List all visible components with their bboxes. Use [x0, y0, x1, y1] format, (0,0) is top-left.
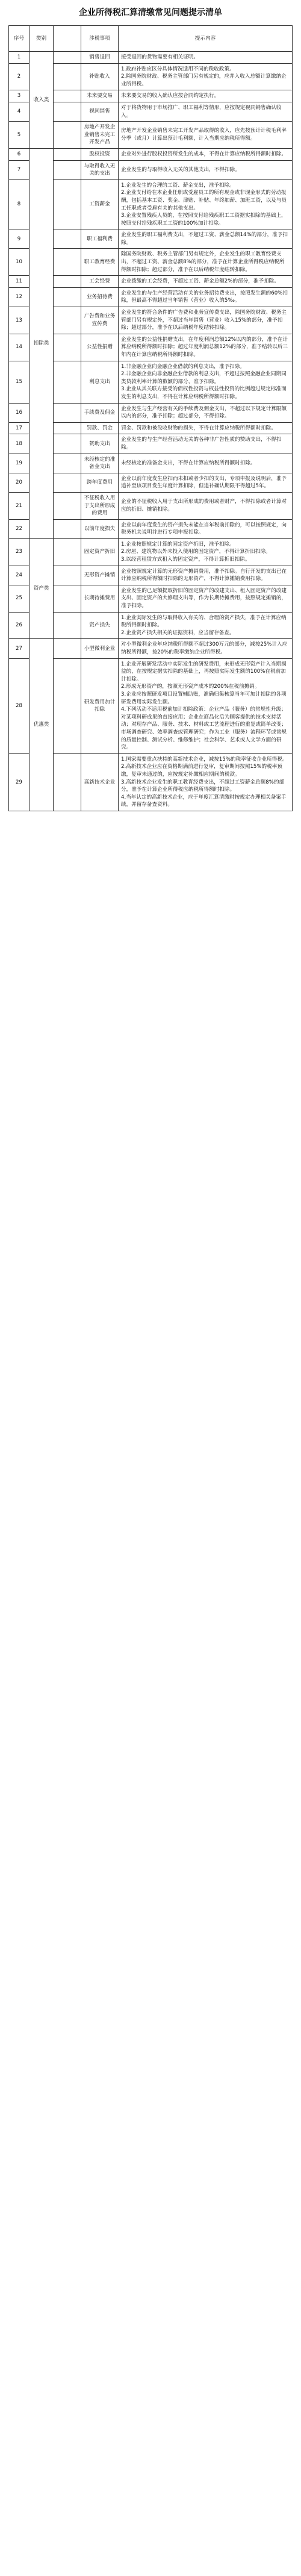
- row-seq: 26: [9, 612, 29, 639]
- row-subcategory: [54, 148, 81, 160]
- row-item: 房地产开发企业销售未完工开发产品: [81, 122, 119, 149]
- row-item: 与取得收入无关的支出: [81, 160, 119, 179]
- row-item: 手续费及佣金: [81, 403, 119, 422]
- header-sub: [54, 26, 81, 52]
- row-content: 企业发生的职工福利费支出，不超过工资、薪金总额14%的部分，准予扣除。: [119, 229, 293, 249]
- row-subcategory: [54, 473, 81, 492]
- row-seq: 11: [9, 276, 29, 288]
- row-subcategory: [54, 160, 81, 179]
- table-header-row: [9, 26, 293, 52]
- row-item: 股权投资: [81, 148, 119, 160]
- row-seq: 27: [9, 639, 29, 658]
- row-content: 企业拨缴的工会经费，不超过工资、薪金总额2%的部分，准予扣除。: [119, 276, 293, 288]
- table-row: [9, 639, 293, 658]
- row-seq: 8: [9, 179, 29, 229]
- table-row: [9, 538, 293, 566]
- row-item: 职工福利费: [81, 229, 119, 249]
- row-seq: 19: [9, 454, 29, 473]
- row-item: 罚款、罚金: [81, 422, 119, 434]
- row-seq: 29: [9, 753, 29, 811]
- row-seq: 3: [9, 90, 29, 102]
- row-seq: 23: [9, 538, 29, 566]
- row-subcategory: [54, 434, 81, 454]
- row-seq: 25: [9, 585, 29, 612]
- row-subcategory: [54, 585, 81, 612]
- row-category: 扣除类: [29, 148, 54, 538]
- row-seq: 9: [9, 229, 29, 249]
- row-subcategory: [54, 519, 81, 538]
- document-title: 企业所得税汇算清缴常见问题提示清单: [79, 8, 222, 17]
- row-item: 工会经费: [81, 276, 119, 288]
- row-seq: 20: [9, 473, 29, 492]
- row-category: 资产类: [29, 538, 54, 639]
- row-subcategory: [54, 334, 81, 361]
- row-item: 未来要交易: [81, 90, 119, 102]
- row-content: 1.企业实际发生的与取得收入有关的、合理的资产损失，准予在计算应纳税所得额时扣除。 2.企业资产损失相关的证据资料，应当留存备查。: [119, 612, 293, 639]
- row-seq: 10: [9, 249, 29, 276]
- row-subcategory: [54, 307, 81, 334]
- row-subcategory: [54, 122, 81, 149]
- row-subcategory: [54, 753, 81, 811]
- row-seq: 28: [9, 658, 29, 753]
- row-seq: 17: [9, 422, 29, 434]
- row-subcategory: [54, 538, 81, 566]
- row-category: 收入类: [29, 52, 54, 149]
- header-content: 提示内容: [119, 26, 293, 52]
- row-content: 1.企业发生的合理的工资、薪金支出，准予扣除。 2.企业支付给在本企业任职或受雇员工的所有现金或非现金形式的劳动报酬，包括基本工资、奖金、津贴、补贴、年终加薪、加班工资，以及与员工任职或者受雇有关的其他支出。 3.企业安置残疾人员的，在按照支付给残疾职工工资据实扣除的基础上，按照支付给残疾职工工资的100%加计扣除。: [119, 179, 293, 229]
- row-seq: 16: [9, 403, 29, 422]
- row-content: 企业发生与生产经营有关的手续费及佣金支出，不超过以下规定计算限额以内的部分，准予扣除；超过部分，不得扣除。: [119, 403, 293, 422]
- row-subcategory: [54, 287, 81, 307]
- row-subcategory: [54, 639, 81, 658]
- row-seq: 6: [9, 148, 29, 160]
- row-item: 长期待摊费用: [81, 585, 119, 612]
- row-item: 广告费和业务宣传费: [81, 307, 119, 334]
- row-subcategory: [54, 276, 81, 288]
- row-subcategory: [54, 492, 81, 519]
- row-item: 工资薪金: [81, 179, 119, 229]
- row-content: 1.企业开展研发活动中实际发生的研发费用，未形成无形资产计入当期损益的，在按规定据实扣除的基础上，再按照实际发生额的100%在税前加计扣除。 2.形成无形资产的，按照无形资产成本的200%在税前摊销。 3.企业应按照研发项目设置辅助账，准确归集核算当年可加计扣除的各项研发费用实际发生额。 4.下列活动不适用税前加计扣除政策：企业产品（服务）的常规性升级；对某项科研成果的直接应用；企业在商品化后为顾客提供的技术支持活动；对现存产品、服务、技术、材料或工艺流程进行的重复或简单改变；市场调查研究、效率调查或管理研究；作为工业（服务）流程环节或常规的质量控制、测试分析、维修维护；社会科学、艺术或人文学方面的研究。: [119, 658, 293, 753]
- row-content: 企业以前年度发生的资产损失未能在当年税前扣除的，可以按照规定，向税务机关说明并进行专项申报扣除。: [119, 519, 293, 538]
- row-subcategory: [54, 179, 81, 229]
- row-subcategory: [54, 361, 81, 403]
- row-item: 销售退回: [81, 52, 119, 64]
- row-seq: 15: [9, 361, 29, 403]
- row-subcategory: [54, 90, 81, 102]
- row-content: 罚金、罚款和被没收财物的损失，不得在计算应纳税所得额时扣除。: [119, 422, 293, 434]
- row-item: 以前年度损失: [81, 519, 119, 538]
- row-category: 优惠类: [29, 639, 54, 811]
- row-content: 企业按照规定计算的无形资产摊销费用，准予扣除。自行开发的支出已在计算应纳税所得额时扣除的无形资产，不得计算摊销费用扣除。: [119, 566, 293, 585]
- row-content: 1.企业按照规定计算的固定资产折旧，准予扣除。 2.房屋、建筑物以外未投入使用的固定资产，不得计算折旧扣除。 3.以经营租赁方式租入的固定资产，不得计算折旧扣除。: [119, 538, 293, 566]
- row-content: 接受退回的货物需要有相关证明。: [119, 52, 293, 64]
- row-subcategory: [54, 52, 81, 64]
- row-content: 1.非金融企业向金融企业借款的利息支出，准予扣除。 2.非金融企业向非金融企业借款的利息支出，不超过按照金融企业同期同类贷款利率计算的数额的部分，准予扣除。 3.企业从其关联方接受的债权性投资与权益性投资的比例超过规定标准而发生的利息支出，不得在计算应纳税所得额时扣除。: [119, 361, 293, 403]
- row-content: 对小型微利企业年应纳税所得额不超过300万元的部分，减按25%计入应纳税所得额，按20%的税率缴纳企业所得税。: [119, 639, 293, 658]
- row-item: 研发费用加计扣除: [81, 658, 119, 753]
- row-content: 企业对外进行股权投资所发生的成本，不得在计算应纳税所得额时扣除。: [119, 148, 293, 160]
- table-body: [9, 52, 293, 811]
- header-item: 涉税事项: [81, 26, 119, 52]
- row-seq: 22: [9, 519, 29, 538]
- row-item: 视同销售: [81, 102, 119, 121]
- row-subcategory: [54, 229, 81, 249]
- row-content: 对于将货物用于市场推广、职工福利等情形，应按规定视同销售确认收入。: [119, 102, 293, 121]
- row-item: 资产损失: [81, 612, 119, 639]
- row-content: 1.政府补贴应区分具体情况适用不同的税收政策。 2.除国务院财政、税务主管部门另有规定的，应并入收入总额计算缴纳企业所得税。: [119, 63, 293, 90]
- row-item: 高新技术企业: [81, 753, 119, 811]
- row-item: 利息支出: [81, 361, 119, 403]
- row-content: 未经核定的准备金支出，不得在计算应纳税所得额时扣除。: [119, 454, 293, 473]
- row-content: 企业发生的与生产经营活动有关的业务招待费支出，按照发生额的60%扣除，但最高不得超过当年销售（营业）收入的5‰。: [119, 287, 293, 307]
- row-content: 企业发生的已足额提取折旧的固定资产的改建支出、租入固定资产的改建支出、固定资产的大修理支出等，作为长期待摊费用，按照规定摊销的，准予扣除。: [119, 585, 293, 612]
- row-seq: 2: [9, 63, 29, 90]
- checklist-table: [8, 25, 293, 811]
- row-item: 小型微利企业: [81, 639, 119, 658]
- row-content: 1.国家需要重点扶持的高新技术企业，减按15%的税率征收企业所得税。 2.高新技术企业应在资格期满前进行复审，复审期间按照15%的税率预缴，复审未通过的，应按规定补缴相应期间的税款。 3.高新技术企业发生的职工教育经费支出，不超过工资薪金总额8%的部分，准予在计算企业所得税应纳税所得额时扣除。 4.当年认定的高新技术企业，应于年度汇算清缴时按规定办理相关备案手续，并留存备查资料。: [119, 753, 293, 811]
- row-item: 赞助支出: [81, 434, 119, 454]
- row-item: 职工教育经费: [81, 249, 119, 276]
- row-item: 无形资产摊销: [81, 566, 119, 585]
- row-content: 企业以前年度发生应扣而未扣或者少扣的支出，专项申报及说明后，准予追补至该项目发生年度计算扣除，但追补确认期限不得超过5年。: [119, 473, 293, 492]
- row-subcategory: [54, 566, 81, 585]
- row-seq: 13: [9, 307, 29, 334]
- table-row: [9, 148, 293, 160]
- row-subcategory: [54, 249, 81, 276]
- row-seq: 24: [9, 566, 29, 585]
- row-seq: 4: [9, 102, 29, 121]
- row-item: 固定资产折旧: [81, 538, 119, 566]
- row-subcategory: [54, 63, 81, 90]
- row-content: 除国务院财政、税务主管部门另有规定外，企业发生的职工教育经费支出，不超过工资、薪金总额8%的部分，准予在计算企业所得税应纳税所得额时扣除；超过部分，准予在以后纳税年度结转扣除。: [119, 249, 293, 276]
- row-seq: 1: [9, 52, 29, 64]
- row-item: 业务招待费: [81, 287, 119, 307]
- table-row: [9, 52, 293, 64]
- row-subcategory: [54, 658, 81, 753]
- row-item: 未经核定的准备金支出: [81, 454, 119, 473]
- row-item: 公益性捐赠: [81, 334, 119, 361]
- row-subcategory: [54, 102, 81, 121]
- row-content: 企业发生的公益性捐赠支出，在年度利润总额12%以内的部分，准予在计算应纳税所得额时扣除；超过年度利润总额12%的部分，准予结转以后三年内在计算应纳税所得额时扣除。: [119, 334, 293, 361]
- row-subcategory: [54, 454, 81, 473]
- row-subcategory: [54, 422, 81, 434]
- row-subcategory: [54, 403, 81, 422]
- row-content: 房地产开发企业销售未完工开发产品取得的收入，应先按预计计税毛利率分季（或月）计算出预计毛利额，计入当期应纳税所得额。: [119, 122, 293, 149]
- row-content: 企业发生的与生产经营活动无关的各种非广告性质的赞助支出，不得扣除。: [119, 434, 293, 454]
- row-content: 企业发生的与取得收入无关的其他支出，不得扣除。: [119, 160, 293, 179]
- row-item: 跨年度费用: [81, 473, 119, 492]
- row-item: 不征税收入用于支出所形成的费用: [81, 492, 119, 519]
- header-seq: 序号: [9, 26, 29, 52]
- row-seq: 12: [9, 287, 29, 307]
- row-seq: 21: [9, 492, 29, 519]
- row-content: 未来要交易的收入确认应按合同约定执行。: [119, 90, 293, 102]
- row-seq: 18: [9, 434, 29, 454]
- row-seq: 14: [9, 334, 29, 361]
- header-category: 类别: [29, 26, 54, 52]
- row-content: 企业的不征税收入用于支出所形成的费用或者财产，不得扣除或者计算对应的折旧、摊销扣除。: [119, 492, 293, 519]
- row-item: 补贴收入: [81, 63, 119, 90]
- row-subcategory: [54, 612, 81, 639]
- row-seq: 5: [9, 122, 29, 149]
- row-content: 企业发生的符合条件的广告费和业务宣传费支出，除国务院财政、税务主管部门另有规定外，不超过当年销售（营业）收入15%的部分，准予扣除；超过部分，准予在以后纳税年度结转扣除。: [119, 307, 293, 334]
- row-seq: 7: [9, 160, 29, 179]
